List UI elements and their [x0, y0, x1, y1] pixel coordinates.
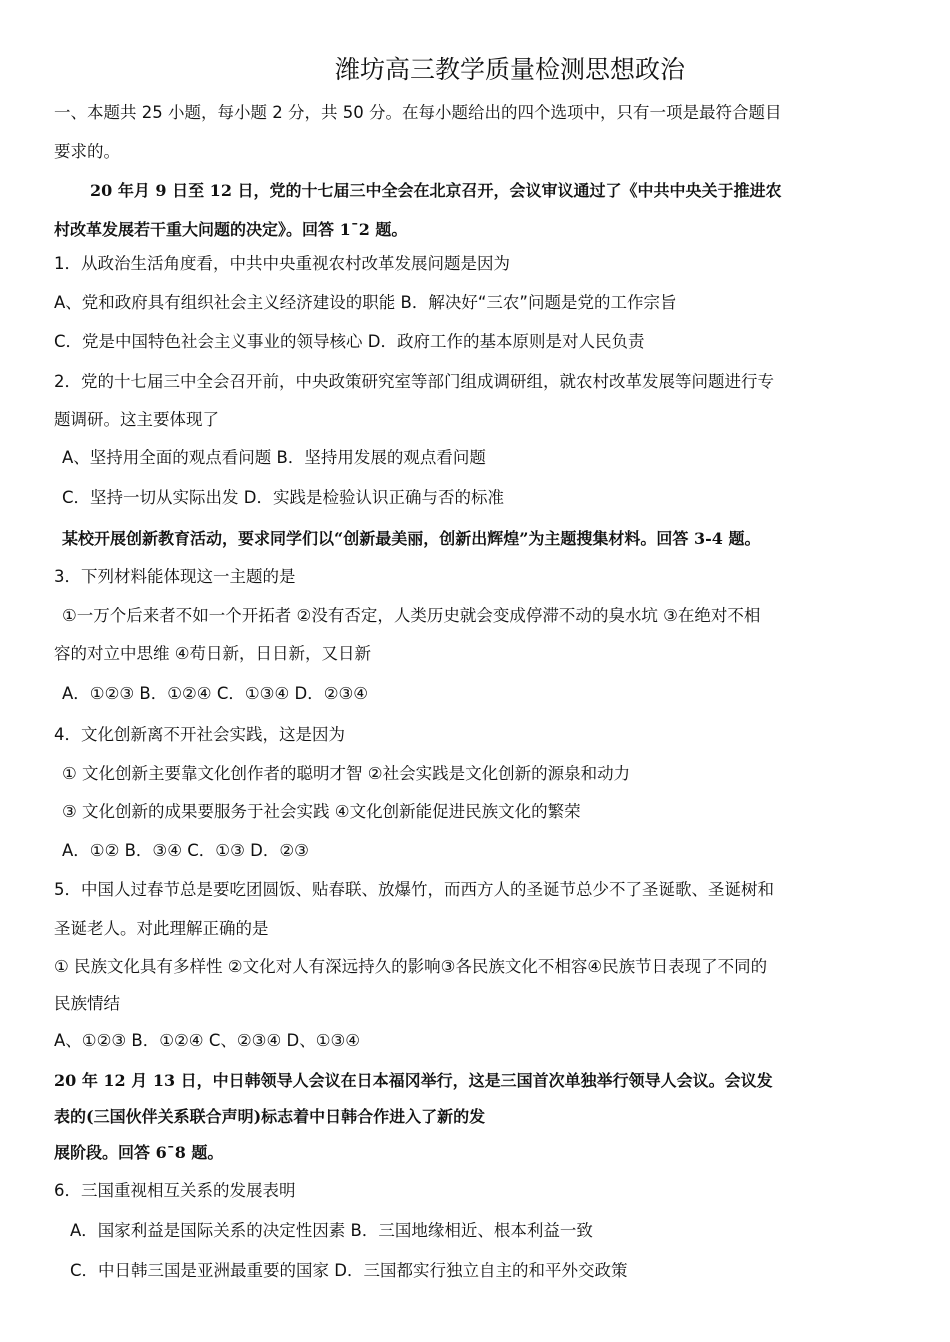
material-intro-3-4: 某校开展创新教育活动，要求同学们以“创新最美丽，创新出辉煌”为主题搜集材料。回答 3-4 题。 — [62, 529, 761, 548]
question-2: 2．党的十七届三中全会召开前，中央政策研究室等部门组成调研组，就农村改革发展等问题进行专 — [54, 372, 774, 391]
section-instruction-cont: 要求的。 — [54, 142, 120, 161]
question-4-statements-12: ① 文化创新主要靠文化创作者的聪明才智 ②社会实践是文化创新的源泉和动力 — [62, 764, 631, 783]
question-6-options-cd: C．中日韩三国是亚洲最重要的国家 D．三国都实行独立自主的和平外交政策 — [70, 1261, 628, 1280]
material-intro-6-8-end: 展阶段。回答 6¯8 题。 — [54, 1143, 224, 1162]
question-4: 4．文化创新离不开社会实践，这是因为 — [54, 725, 345, 744]
question-5-cont: 圣诞老人。对此理解正确的是 — [54, 919, 269, 938]
question-5-statements: ① 民族文化具有多样性 ②文化对人有深远持久的影响③各民族文化不相容④民族节日表现了不同的 — [54, 957, 768, 976]
question-5: 5．中国人过春节总是要吃团圆饭、贴春联、放爆竹，而西方人的圣诞节总少不了圣诞歌、圣诞树和 — [54, 880, 774, 899]
question-3: 3．下列材料能体现这一主题的是 — [54, 567, 296, 586]
question-5-statements-cont: 民族情结 — [54, 994, 120, 1013]
question-3-options: A．①②③ B．①②④ C．①③④ D．②③④ — [62, 684, 369, 703]
question-2-cont: 题调研。这主要体现了 — [54, 410, 219, 429]
question-6: 6．三国重视相互关系的发展表明 — [54, 1181, 296, 1200]
material-intro-6-8: 20 年 12 月 13 日，中日韩领导人会议在日本福冈举行，这是三国首次单独举行领导人会议。会议发 — [54, 1071, 773, 1090]
material-intro-1-2-cont: 村改革发展若干重大问题的决定》。回答 1¯2 题。 — [54, 220, 408, 239]
question-4-statements-34: ③ 文化创新的成果要服务于社会实践 ④文化创新能促进民族文化的繁荣 — [62, 802, 581, 821]
question-2-options-cd: C．坚持一切从实际出发 D．实践是检验认识正确与否的标准 — [62, 488, 504, 507]
question-3-statements: ①一万个后来者不如一个开拓者 ②没有否定，人类历史就会变成停滞不动的臭水坑 ③在绝对不相 — [62, 606, 761, 625]
question-1: 1．从政治生活角度看，中共中央重视农村改革发展问题是因为 — [54, 254, 510, 273]
page-title: 潍坊高三教学质量检测思想政治 — [334, 55, 685, 84]
question-5-options: A、①②③ B．①②④ C、②③④ D、①③④ — [54, 1031, 361, 1050]
question-6-options-ab: A．国家利益是国际关系的决定性因素 B．三国地缘相近、根本利益一致 — [70, 1221, 593, 1240]
section-instruction: 一、本题共 25 小题，每小题 2 分，共 50 分。在每小题给出的四个选项中，只有一项是最符合题目 — [54, 103, 782, 122]
question-1-options-ab: A、党和政府具有组织社会主义经济建设的职能 B．解决好“三农”问题是党的工作宗旨 — [54, 293, 677, 312]
question-4-options: A．①② B．③④ C．①③ D．②③ — [62, 841, 309, 860]
question-1-options-cd: C．党是中国特色社会主义事业的领导核心 D．政府工作的基本原则是对人民负责 — [54, 332, 645, 351]
material-intro-6-8-cont: 表的(三国伙伴关系联合声明)标志着中日韩合作进入了新的发 — [54, 1107, 486, 1126]
question-3-statements-cont: 容的对立中思维 ④苟日新，日日新，又日新 — [54, 644, 372, 663]
question-2-options-ab: A、坚持用全面的观点看问题 B．坚持用发展的观点看问题 — [62, 448, 486, 467]
material-intro-1-2: 20 年月 9 日至 12 日，党的十七届三中全会在北京召开，会议审议通过了《中共中央关于推进农 — [90, 181, 782, 200]
